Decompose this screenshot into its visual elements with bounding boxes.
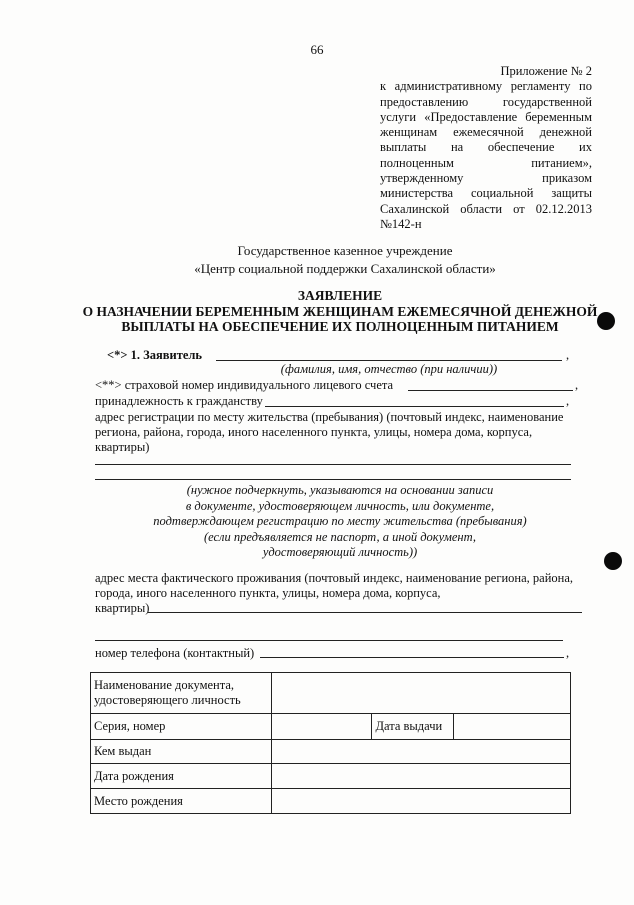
issued-by-label: Кем выдан [91, 740, 272, 764]
id-document-table [90, 672, 571, 814]
organization-line-2: «Центр социальной поддержки Сахалинской области» [194, 261, 496, 276]
reg-address-line-2: региона, района, города, иного населенного пункта, улицы, номера дома, корпуса, [95, 425, 533, 439]
table-row [91, 714, 571, 740]
title-line-3: ВЫПЛАТЫ НА ОБЕСПЕЧЕНИЕ ИХ ПОЛНОЦЕННЫМ ПИТАНИЕМ [121, 319, 559, 334]
page-number: 66 [310, 42, 324, 57]
issue-date-label: Дата выдачи [372, 714, 454, 740]
comma: , [575, 378, 579, 392]
underline-note [95, 483, 585, 561]
snils-label: <**> страховой номер индивидуального лицевого счета [95, 378, 394, 392]
applicant-prefix: <*> [107, 348, 128, 362]
note-line: удостоверяющий личность)) [262, 545, 418, 559]
title-line-1: ЗАЯВЛЕНИЕ [297, 288, 383, 303]
table-row [91, 789, 571, 814]
name-note: (фамилия, имя, отчество (при наличии)) [280, 362, 498, 376]
note-line: (если предъявляется не паспорт, а иной документ, [203, 529, 477, 544]
birth-place-label: Место рождения [91, 789, 272, 814]
note-line: подтверждающем регистрацию по месту жительства (пребывания) [153, 514, 527, 528]
actual-address-field-2[interactable] [95, 640, 563, 641]
birth-date-label: Дата рождения [91, 764, 272, 789]
birth-place-value[interactable] [271, 789, 570, 814]
appendix-title: Приложение № 2 [500, 64, 592, 78]
comma: , [566, 348, 570, 362]
applicant-label-text: 1. Заявитель [130, 348, 202, 362]
issue-date-value[interactable] [454, 714, 571, 740]
table-row [91, 764, 571, 789]
actual-address-line-2: города, иного населенного пункта, улицы, номера дома, корпуса, [95, 586, 441, 600]
reg-address-field-2[interactable] [95, 479, 571, 480]
table-row [91, 673, 571, 714]
reg-address-line-3: квартиры) [95, 440, 150, 454]
reg-address-line-1: адрес регистрации по месту жительства (пребывания) (почтовый индекс, наименование [95, 410, 564, 424]
actual-address-field-1[interactable] [148, 612, 582, 613]
issued-by-value[interactable] [271, 740, 570, 764]
table-row [91, 740, 571, 764]
organization-line-1: Государственное казенное учреждение [237, 243, 453, 258]
note-line: в документе, удостоверяющем личность, или документе, [185, 498, 495, 513]
comma: , [566, 646, 570, 660]
appendix-note [380, 64, 592, 232]
series-number-label: Серия, номер [91, 714, 272, 740]
appendix-body: к административному регламенту по предоставлению государственной услуги «Предоставление беременным женщинам ежемесячной денежной выплаты на обеспечение их полноценным питанием», утвержденному приказом министерства социальной защиты Сахалинской области от 02.12.2013 №142-н [380, 79, 592, 231]
actual-address-line-3: квартиры) [95, 601, 150, 615]
doc-name-value[interactable] [271, 673, 570, 714]
applicant-name-field[interactable] [216, 360, 562, 361]
phone-field[interactable] [260, 657, 564, 658]
citizenship-label: принадлежность к гражданству [95, 394, 263, 408]
title-line-2: О НАЗНАЧЕНИИ БЕРЕМЕННЫМ ЖЕНЩИНАМ ЕЖЕМЕСЯЧНОЙ ДЕНЕЖНОЙ [82, 303, 598, 319]
binder-hole [597, 312, 615, 330]
snils-field[interactable] [408, 390, 573, 391]
series-number-value[interactable] [271, 714, 372, 740]
phone-label: номер телефона (контактный) [95, 646, 255, 660]
organization-block [0, 242, 634, 278]
document-title [70, 288, 610, 335]
note-line: (нужное подчеркнуть, указываются на основании записи [186, 483, 494, 497]
doc-name-label: Наименование документа, удостоверяющего личность [91, 673, 272, 714]
birth-date-value[interactable] [271, 764, 570, 789]
comma: , [566, 394, 570, 408]
citizenship-field[interactable] [265, 406, 564, 407]
applicant-label [107, 347, 202, 363]
reg-address-field-1[interactable] [95, 464, 571, 465]
actual-address-line-1: адрес места фактического проживания (почтовый индекс, наименование региона, района, [95, 571, 574, 585]
binder-hole [604, 552, 622, 570]
